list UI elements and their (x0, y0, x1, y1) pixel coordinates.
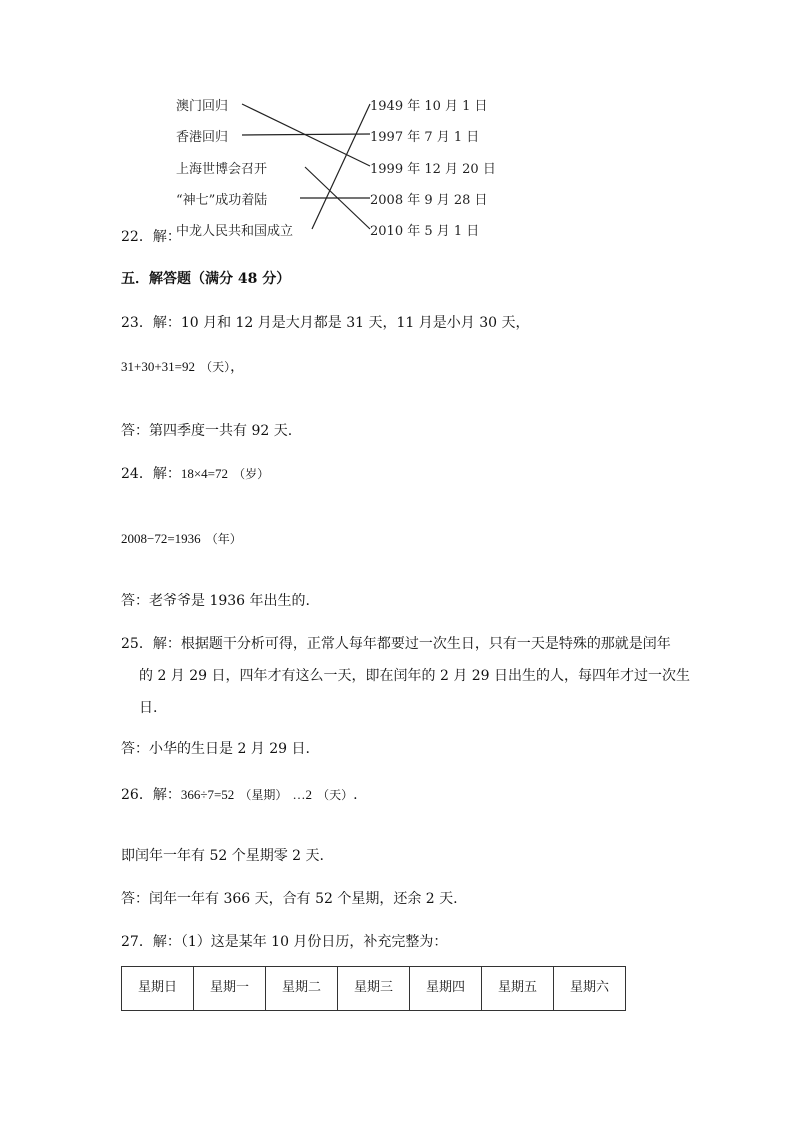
match-right-1949: 1949 年 10 月 1 日 (370, 99, 488, 114)
q23-answer: 答：第四季度一共有 92 天. (121, 423, 293, 439)
q26-label: 26．解： (121, 787, 181, 803)
q23-equation (121, 356, 244, 376)
q26-line1 (121, 784, 358, 804)
q26-line2: 即闰年一年有 52 个星期零 2 天. (121, 848, 324, 864)
q25-answer: 答：小华的生日是 2 月 29 日. (121, 741, 310, 757)
calendar-header-cell: 星期四 (410, 967, 482, 1011)
match-right-1999: 1999 年 12 月 20 日 (370, 162, 496, 177)
match-right-2010: 2010 年 5 月 1 日 (370, 224, 480, 239)
q24-expr2: 2008−72=1936 (121, 531, 201, 546)
match-right-1997: 1997 年 7 月 1 日 (370, 130, 480, 145)
q24-label: 24．解： (121, 466, 181, 482)
q23-unit: （天） (200, 360, 231, 374)
calendar-header-cell: 星期日 (122, 967, 194, 1011)
q23-expr: 31+30+31=92 (121, 359, 195, 374)
match-left-expo: 上海世博会召开 (176, 162, 268, 177)
match-line-prc (312, 104, 370, 229)
match-right-2008: 2008 年 9 月 28 日 (370, 193, 488, 208)
calendar-header-cell: 星期一 (194, 967, 266, 1011)
q24-answer: 答：老爷爷是 1936 年出生的. (121, 593, 310, 609)
match-left-macau: 澳门回归 (176, 99, 229, 114)
q26-answer: 答：闰年一年有 366 天，合有 52 个星期，还余 2 天. (121, 891, 458, 907)
q26-unit1: （星期） (239, 788, 288, 802)
q26-tail: . (353, 787, 358, 803)
calendar-table (121, 966, 626, 1011)
q22-label: 22．解： (121, 229, 181, 245)
q23-tail: ， (230, 359, 245, 375)
q26-expr: 366÷7=52 (180, 787, 235, 802)
calendar-header-row (122, 967, 626, 1011)
q23-line1: 23．解：10 月和 12 月是大月都是 31 天，11 月是小月 30 天， (121, 315, 530, 331)
q24-expr1: 18×4=72 (180, 466, 228, 481)
q26-remainder: …2 (292, 787, 312, 802)
q25-line2: 的 2 月 29 日，四年才有这么一天，即在闰年的 2 月 29 日出生的人，每四年才过一次生 (139, 668, 691, 684)
q24-line2 (121, 528, 242, 547)
calendar-header-cell: 星期五 (482, 967, 554, 1011)
q24-line1 (121, 463, 269, 483)
calendar-header-cell: 星期三 (338, 967, 410, 1011)
q25-line1: 25．解：根据题干分析可得，正常人每年都要过一次生日，只有一天是特殊的那就是闰年 (121, 636, 671, 652)
match-left-shenqi: “神七”成功着陆 (176, 193, 268, 208)
calendar-header-cell: 星期六 (554, 967, 626, 1011)
q27-line1: 27．解：（1）这是某年 10 月份日历，补充完整为： (121, 934, 448, 950)
match-line-hongkong (242, 134, 370, 135)
q24-unit1: （岁） (233, 467, 270, 481)
q24-unit2: （年） (205, 532, 242, 546)
q26-unit2: （天） (317, 788, 354, 802)
match-left-prc: 中龙人民共和国成立 (176, 224, 294, 239)
calendar-header-cell: 星期二 (266, 967, 338, 1011)
q25-line3: 日. (139, 700, 158, 716)
match-left-hongkong: 香港回归 (176, 130, 229, 145)
section-heading: 五．解答题（满分 48 分） (121, 271, 291, 287)
